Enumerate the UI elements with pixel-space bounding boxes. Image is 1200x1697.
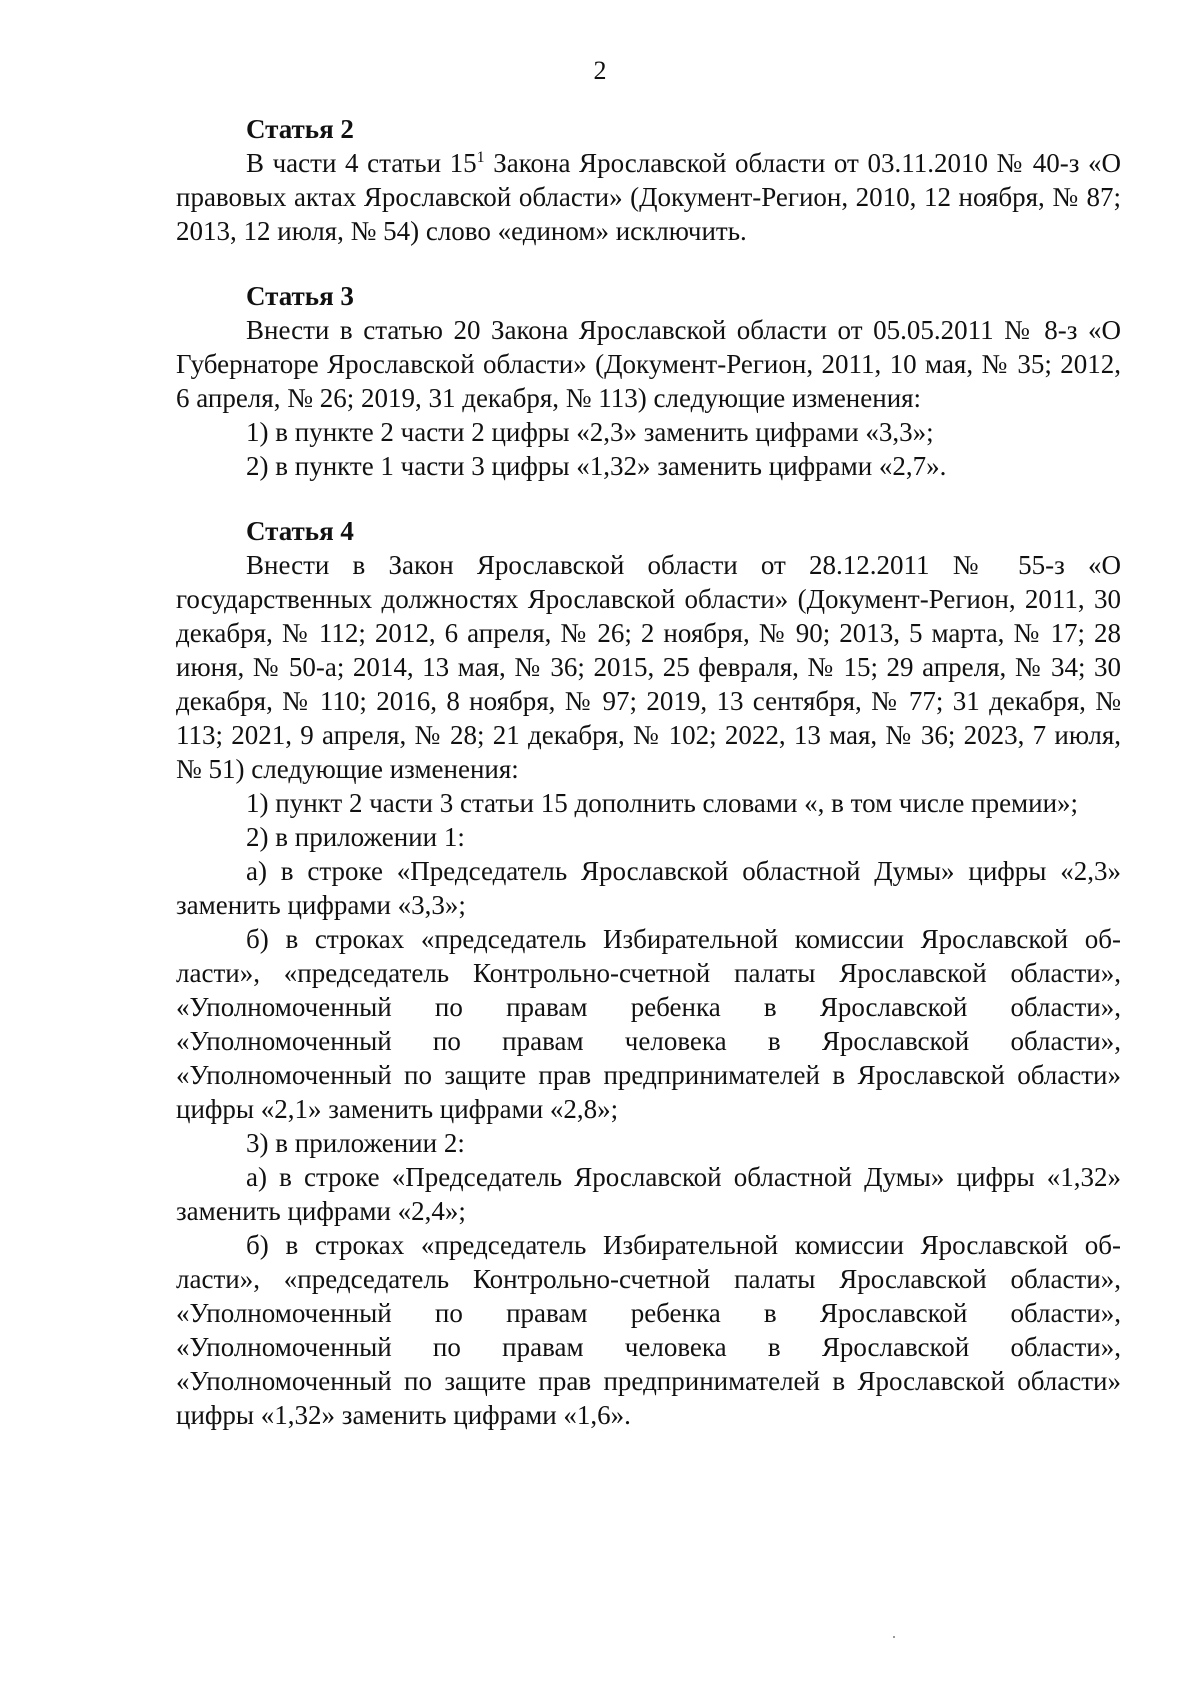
article-4-title: Статья 4 bbox=[246, 516, 354, 546]
scan-artifact-dot bbox=[893, 1636, 895, 1638]
article-4-item-3a: а) в строке «Председатель Ярославской областной Думы» цифры «1,32» заменить цифрами «2,4»; bbox=[176, 1162, 1121, 1226]
article-3-title: Статья 3 bbox=[246, 281, 354, 311]
article-4-item-3: 3) в приложении 2: bbox=[246, 1128, 465, 1158]
article-2-text-start: В части 4 статьи 15 bbox=[246, 148, 477, 178]
article-3-item-1: 1) в пункте 2 части 2 цифры «2,3» заменить цифрами «3,3»; bbox=[246, 417, 934, 447]
article-4-item-2b: б) в строках «председатель Избирательной комиссии Ярославской области», «председатель Контрольно-счетной палаты Ярославской области», «Уполномоченный по правам ребенка в Ярославской области», «Уполномоченный по правам человека в Ярославской области», «Уполномоченный по защите прав предпринимателей в Ярославской области» цифры «2,1» заменить цифрами «2,8»; bbox=[176, 924, 1121, 1124]
page-number: 2 bbox=[593, 56, 607, 85]
article-2-text-end: Закона Ярославской области от 03.11.2010 № 40-з «О правовых актах Ярославской области» (Документ-Регион, 2010, 12 ноября, № 87; 2013, 12 июля, № 54) слово «едином» исключить. bbox=[176, 148, 1122, 246]
article-2-paragraph bbox=[176, 146, 1121, 248]
article-2 bbox=[176, 112, 1121, 248]
article-3 bbox=[176, 279, 1121, 483]
article-4-paragraph-intro: Внести в Закон Ярославской области от 28.12.2011 № 55-з «О государственных должностях Ярославской области» (Документ-Регион, 2011, 30 декабря, № 112; 2012, 6 апреля, № 26; 2 ноября, № 90; 2013, 5 марта, № 17; 28 июня, № 50-а; 2014, 13 мая, № 36; 2015, 25 февраля, № 15; 29 апреля, № 34; 30 декабря, № 110; 2016, 8 ноября, № 97; 2019, 13 сентября, № 77; 31 декабря, № 113; 2021, 9 апреля, № 28; 21 декабря, № 102; 2022, 13 мая, № 36; 2023, 7 июля, № 51) следующие изменения: bbox=[176, 550, 1121, 784]
article-4-item-3b: б) в строках «председатель Избирательной комиссии Ярославской области», «председатель Контрольно-счетной палаты Ярославской области», «Уполномоченный по правам ребенка в Ярославской области», «Уполномоченный по правам человека в Ярославской области», «Уполномоченный по защите прав предпринимателей в Ярославской области» цифры «1,32» заменить цифрами «1,6». bbox=[176, 1230, 1121, 1430]
article-2-title: Статья 2 bbox=[246, 114, 354, 144]
article-4-item-1: 1) пункт 2 части 3 статьи 15 дополнить словами «, в том числе премии»; bbox=[246, 788, 1079, 818]
article-4-item-2: 2) в приложении 1: bbox=[246, 822, 465, 852]
article-2-superscript: 1 bbox=[476, 149, 485, 166]
article-4-item-2a: а) в строке «Председатель Ярославской областной Думы» цифры «2,3» заменить цифрами «3,3»; bbox=[176, 856, 1121, 920]
article-3-paragraph-intro: Внести в статью 20 Закона Ярославской области от 05.05.2011 № 8-з «О Губернаторе Ярославской области» (Документ-Регион, 2011, 10 мая, № 35; 2012, 6 апреля, № 26; 2019, 31 декабря, № 113) следующие изменения: bbox=[176, 315, 1121, 413]
article-4 bbox=[176, 514, 1121, 1432]
article-3-item-2: 2) в пункте 1 части 3 цифры «1,32» заменить цифрами «2,7». bbox=[246, 451, 947, 481]
document-body bbox=[176, 112, 1121, 1463]
